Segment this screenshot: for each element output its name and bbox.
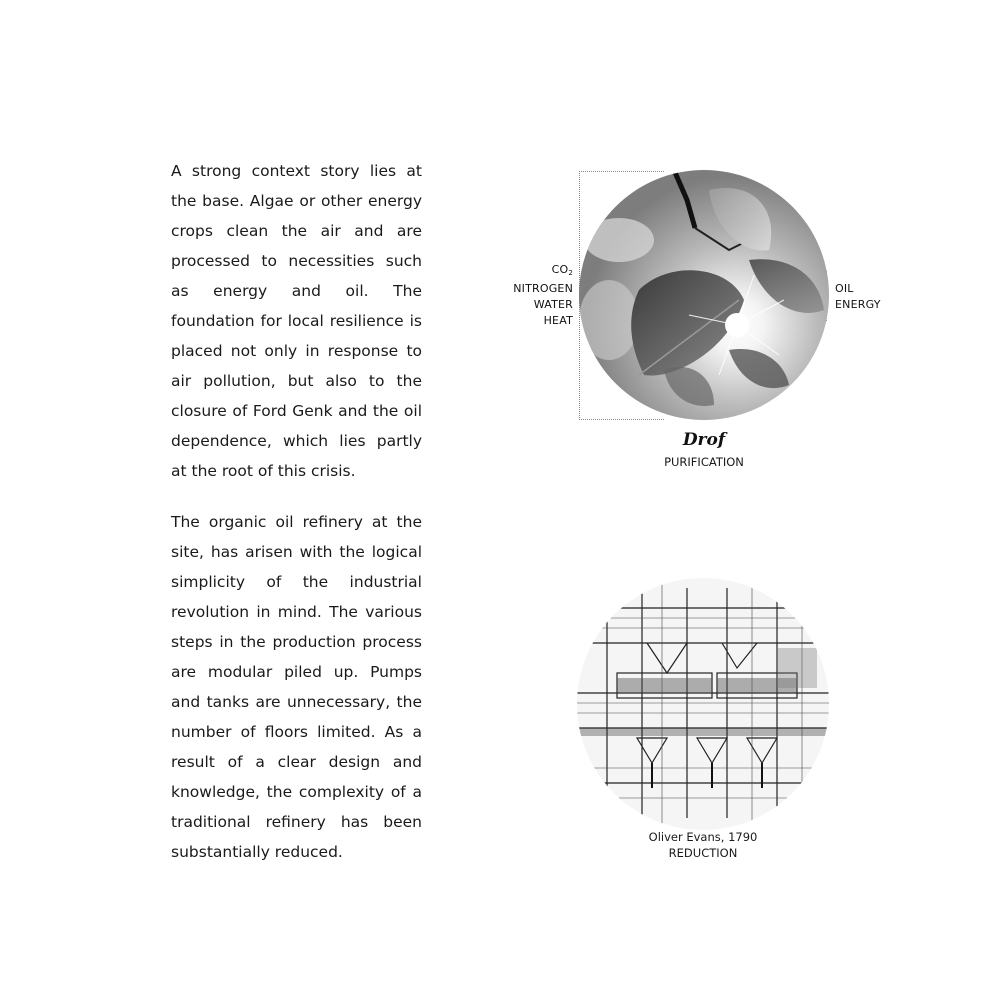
- label-heat: HEAT: [543, 314, 573, 327]
- refinery-engraving: [577, 578, 829, 830]
- paragraph-context: A strong context story lies at the base. Algae or other energy crops clean the air and are processed to necessities such as energy and oil. The foundation for local resilience is placed not only in response to air pollution, but also to the closure of Ford Genk and the oil dependence, which lies partly at the root of this crisis.: [171, 162, 422, 480]
- leaves-photo: [579, 170, 829, 420]
- reduction-label: REDUCTION: [668, 846, 738, 860]
- body-text-column: [171, 156, 422, 888]
- paragraph-refinery: The organic oil refinery at the site, has arisen with the logical simplicity of the industrial revolution in mind. The various steps in the production process are modular piled up. Pumps and tanks are unnecessary, the number of floors limited. As a result of a clear design and knowledge, the complexity of a traditional refinery has been substantially reduced.: [171, 513, 422, 861]
- leaves-illustration: [579, 170, 829, 420]
- output-labels: [835, 281, 881, 313]
- label-oil: OIL: [835, 282, 854, 295]
- label-co2: $CO_2$: [551, 263, 573, 277]
- mill-illustration: [577, 578, 829, 830]
- drof-logo: Drof: [682, 430, 726, 450]
- purification-caption: PURIFICATION: [664, 455, 744, 469]
- label-nitrogen: NITROGEN: [513, 282, 573, 295]
- reduction-caption: [603, 829, 803, 861]
- label-energy: ENERGY: [835, 298, 881, 311]
- input-labels: [513, 262, 573, 329]
- label-water: WATER: [533, 298, 573, 311]
- engraving-credit: Oliver Evans, 1790: [648, 830, 758, 844]
